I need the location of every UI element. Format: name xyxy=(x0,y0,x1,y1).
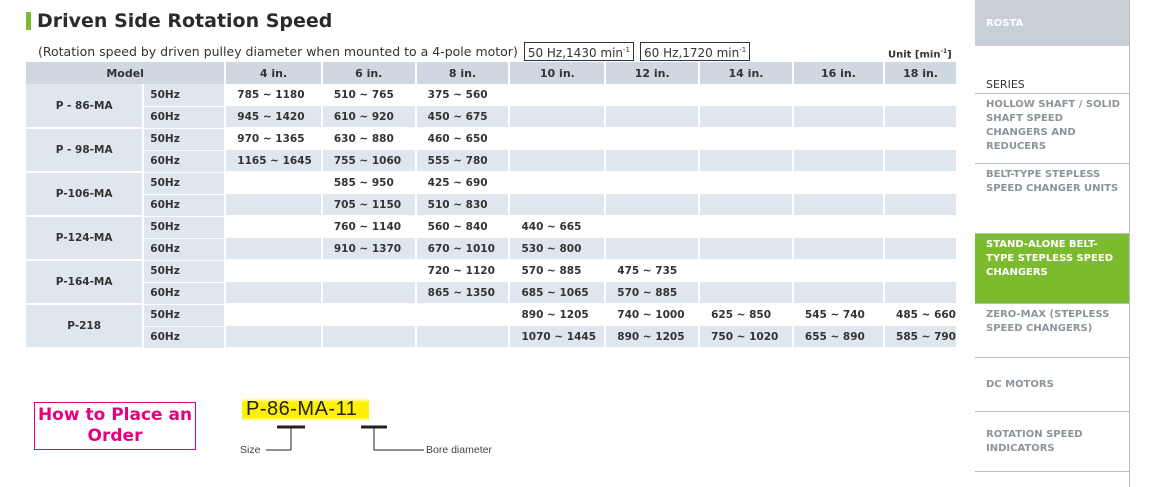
hz60-box xyxy=(640,42,750,61)
table-row xyxy=(26,282,957,304)
sidebar-item-stand-alone[interactable]: STAND-ALONE BELT-TYPE STEPLESS SPEED CHANGERS xyxy=(975,233,1130,303)
speed-cell xyxy=(793,238,884,260)
speed-cell xyxy=(509,194,605,216)
speed-cell xyxy=(225,194,322,216)
speed-cell xyxy=(322,282,416,304)
table-row xyxy=(26,172,957,194)
table-row xyxy=(26,150,957,172)
hz-label: 60Hz xyxy=(143,282,225,304)
speed-cell xyxy=(793,172,884,194)
speed-cell xyxy=(225,282,322,304)
speed-cell xyxy=(884,84,957,106)
hz50-box xyxy=(524,42,634,61)
speed-cell xyxy=(416,304,510,326)
speed-cell xyxy=(605,194,699,216)
hz50-sup: -1 xyxy=(623,46,631,54)
subtitle-row xyxy=(38,42,750,61)
speed-cell xyxy=(884,106,957,128)
hz60-sup: -1 xyxy=(739,46,747,54)
header-10in: 10 in. xyxy=(509,62,605,84)
speed-cell xyxy=(793,84,884,106)
speed-cell: 610 ~ 920 xyxy=(322,106,416,128)
speed-cell xyxy=(699,216,793,238)
speed-cell: 760 ~ 1140 xyxy=(322,216,416,238)
page-title: Driven Side Rotation Speed xyxy=(37,10,333,32)
speed-cell: 460 ~ 650 xyxy=(416,128,510,150)
speed-cell xyxy=(793,216,884,238)
header-18in: 18 in. xyxy=(884,62,957,84)
sidebar-item-belt-type-units[interactable]: BELT-TYPE STEPLESS SPEED CHANGER UNITS xyxy=(975,163,1130,233)
speed-cell: 1070 ~ 1445 xyxy=(509,326,605,348)
model-name: P-164-MA xyxy=(26,260,143,304)
speed-cell xyxy=(793,260,884,282)
hz-label: 50Hz xyxy=(143,216,225,238)
speed-cell: 970 ~ 1365 xyxy=(225,128,322,150)
speed-cell xyxy=(884,150,957,172)
speed-cell xyxy=(884,194,957,216)
unit-sup: -1 xyxy=(940,48,948,55)
speed-cell xyxy=(509,128,605,150)
title-accent-bar xyxy=(26,12,31,30)
speed-cell xyxy=(884,128,957,150)
speed-cell: 945 ~ 1420 xyxy=(225,106,322,128)
speed-cell: 755 ~ 1060 xyxy=(322,150,416,172)
hz-label: 50Hz xyxy=(143,304,225,326)
speed-cell xyxy=(699,260,793,282)
code-callout-lines xyxy=(236,418,536,468)
speed-cell: 450 ~ 675 xyxy=(416,106,510,128)
speed-cell: 555 ~ 780 xyxy=(416,150,510,172)
table-row xyxy=(26,238,957,260)
speed-cell xyxy=(699,128,793,150)
speed-cell xyxy=(322,260,416,282)
model-name: P-218 xyxy=(26,304,143,348)
speed-cell: 475 ~ 735 xyxy=(605,260,699,282)
speed-cell: 440 ~ 665 xyxy=(509,216,605,238)
speed-cell xyxy=(509,172,605,194)
speed-cell xyxy=(699,106,793,128)
speed-cell: 585 ~ 950 xyxy=(322,172,416,194)
speed-cell xyxy=(605,84,699,106)
speed-cell: 670 ~ 1010 xyxy=(416,238,510,260)
speed-cell xyxy=(605,150,699,172)
speed-cell xyxy=(699,172,793,194)
speed-cell: 625 ~ 850 xyxy=(699,304,793,326)
speed-cell: 585 ~ 790 xyxy=(884,326,957,348)
speed-cell xyxy=(605,238,699,260)
sidebar-item-dc-motors[interactable]: DC MOTORS xyxy=(975,357,1130,411)
speed-cell xyxy=(509,106,605,128)
title-row xyxy=(26,10,332,32)
table-row xyxy=(26,260,957,282)
speed-cell xyxy=(699,194,793,216)
hz-label: 50Hz xyxy=(143,172,225,194)
hz-label: 60Hz xyxy=(143,326,225,348)
sidebar-right-border xyxy=(1129,0,1130,487)
table-row xyxy=(26,216,957,238)
header-6in: 6 in. xyxy=(322,62,416,84)
speed-cell: 655 ~ 890 xyxy=(793,326,884,348)
speed-cell xyxy=(225,260,322,282)
header-4in: 4 in. xyxy=(225,62,322,84)
table-row xyxy=(26,304,957,326)
speed-cell xyxy=(699,282,793,304)
table-row xyxy=(26,128,957,150)
how-to-order-title: How to Place an Order xyxy=(34,402,196,450)
header-12in: 12 in. xyxy=(605,62,699,84)
speed-cell: 750 ~ 1020 xyxy=(699,326,793,348)
speed-cell: 890 ~ 1205 xyxy=(605,326,699,348)
subtitle: (Rotation speed by driven pulley diameter when mounted to a 4-pole motor) xyxy=(38,44,518,59)
hz-label: 50Hz xyxy=(143,128,225,150)
speed-cell xyxy=(699,84,793,106)
unit-label xyxy=(888,48,952,60)
header-model: Model xyxy=(26,62,225,84)
speed-cell xyxy=(793,282,884,304)
speed-cell xyxy=(884,260,957,282)
speed-cell xyxy=(793,150,884,172)
speed-cell xyxy=(509,150,605,172)
hz-label: 50Hz xyxy=(143,260,225,282)
speed-cell xyxy=(605,106,699,128)
speed-cell: 545 ~ 740 xyxy=(793,304,884,326)
speed-cell: 910 ~ 1370 xyxy=(322,238,416,260)
speed-cell xyxy=(225,172,322,194)
table-row xyxy=(26,194,957,216)
speed-cell xyxy=(225,326,322,348)
bore-diameter-label: Bore diameter xyxy=(426,444,492,456)
speed-cell xyxy=(225,304,322,326)
speed-table xyxy=(26,62,958,349)
header-8in: 8 in. xyxy=(416,62,510,84)
speed-cell xyxy=(699,238,793,260)
sidebar-series-label: SERIES xyxy=(986,78,1025,91)
size-label: Size xyxy=(240,444,261,456)
speed-cell xyxy=(793,106,884,128)
model-name: P - 98-MA xyxy=(26,128,143,172)
speed-cell: 785 ~ 1180 xyxy=(225,84,322,106)
header-16in: 16 in. xyxy=(793,62,884,84)
speed-cell: 630 ~ 880 xyxy=(322,128,416,150)
model-name: P-124-MA xyxy=(26,216,143,260)
speed-cell: 570 ~ 885 xyxy=(509,260,605,282)
order-code-diagram xyxy=(236,418,536,468)
speed-cell: 865 ~ 1350 xyxy=(416,282,510,304)
hz-label: 60Hz xyxy=(143,194,225,216)
speed-cell xyxy=(793,128,884,150)
table-row xyxy=(26,326,957,348)
header-14in: 14 in. xyxy=(699,62,793,84)
speed-cell: 685 ~ 1065 xyxy=(509,282,605,304)
table-row xyxy=(26,84,957,106)
sidebar-item-hollow-shaft[interactable]: HOLLOW SHAFT / SOLID SHAFT SPEED CHANGERS AND REDUCERS xyxy=(975,93,1130,163)
speed-cell: 890 ~ 1205 xyxy=(509,304,605,326)
hz-label: 50Hz xyxy=(143,84,225,106)
speed-cell: 485 ~ 660 xyxy=(884,304,957,326)
table-body xyxy=(26,84,957,348)
speed-cell xyxy=(605,216,699,238)
speed-cell xyxy=(225,216,322,238)
speed-cell: 1165 ~ 1645 xyxy=(225,150,322,172)
table-row xyxy=(26,106,957,128)
speed-cell xyxy=(793,194,884,216)
table-header-row xyxy=(26,62,957,84)
speed-cell xyxy=(322,304,416,326)
speed-cell xyxy=(884,238,957,260)
speed-cell: 570 ~ 885 xyxy=(605,282,699,304)
speed-cell: 740 ~ 1000 xyxy=(605,304,699,326)
speed-cell: 720 ~ 1120 xyxy=(416,260,510,282)
speed-cell xyxy=(605,172,699,194)
speed-cell xyxy=(225,238,322,260)
speed-cell: 530 ~ 800 xyxy=(509,238,605,260)
order-code-example: P-86-MA-11 xyxy=(242,398,369,421)
sidebar-item-rotation-speed-indicators[interactable]: ROTATION SPEED INDICATORS xyxy=(975,411,1130,471)
speed-cell: 560 ~ 840 xyxy=(416,216,510,238)
hz-label: 60Hz xyxy=(143,106,225,128)
speed-cell xyxy=(884,216,957,238)
sidebar xyxy=(975,0,1130,487)
speed-cell xyxy=(509,84,605,106)
speed-cell xyxy=(605,128,699,150)
speed-cell: 705 ~ 1150 xyxy=(322,194,416,216)
model-name: P - 86-MA xyxy=(26,84,143,128)
speed-cell: 510 ~ 830 xyxy=(416,194,510,216)
hz-label: 60Hz xyxy=(143,238,225,260)
speed-cell: 510 ~ 765 xyxy=(322,84,416,106)
unit-close: ] xyxy=(947,49,952,61)
speed-cell xyxy=(416,326,510,348)
hz-label: 60Hz xyxy=(143,150,225,172)
sidebar-rosta[interactable]: ROSTA xyxy=(975,0,1130,46)
speed-cell xyxy=(884,282,957,304)
model-name: P-106-MA xyxy=(26,172,143,216)
speed-cell xyxy=(322,326,416,348)
unit-text: Unit [min xyxy=(888,49,941,61)
sidebar-item-zero-max[interactable]: ZERO-MAX (STEPLESS SPEED CHANGERS) xyxy=(975,303,1130,357)
hz60-text: 60 Hz,1720 min xyxy=(644,46,740,60)
sidebar-bottom-divider xyxy=(975,471,1130,472)
speed-cell xyxy=(884,172,957,194)
speed-cell: 425 ~ 690 xyxy=(416,172,510,194)
hz50-text: 50 Hz,1430 min xyxy=(527,46,624,60)
speed-cell xyxy=(699,150,793,172)
speed-cell: 375 ~ 560 xyxy=(416,84,510,106)
